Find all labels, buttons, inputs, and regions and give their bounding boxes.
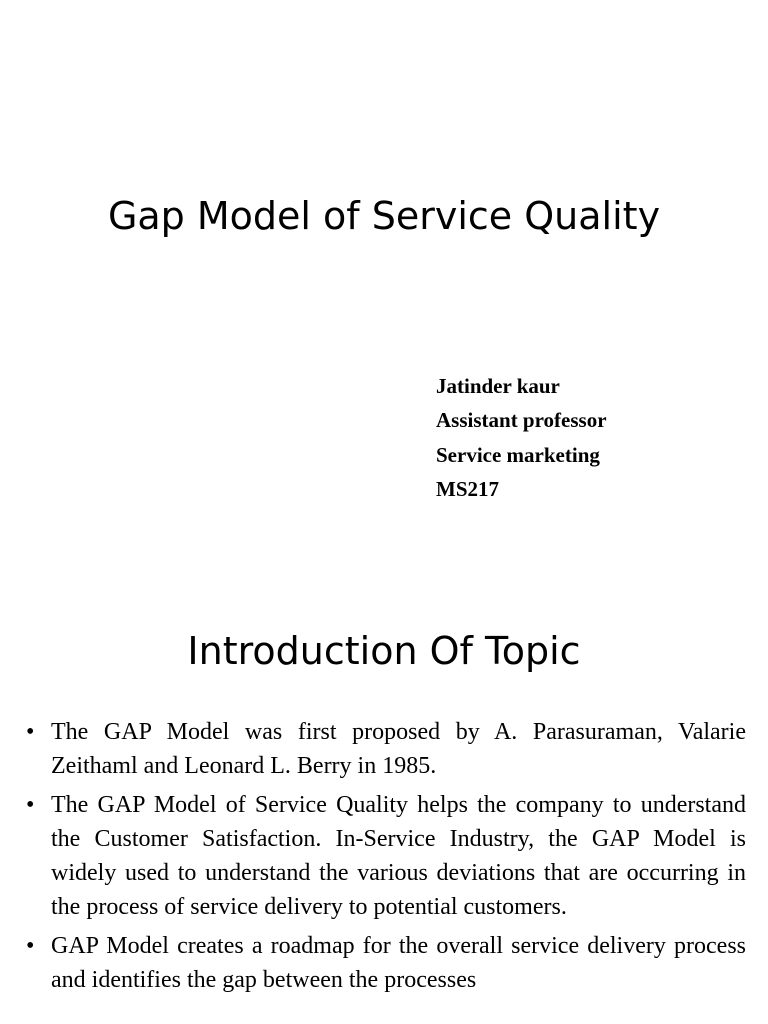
course-subject: Service marketing bbox=[436, 442, 600, 467]
slide-title: Gap Model of Service Quality bbox=[107, 194, 661, 238]
list-item bbox=[26, 715, 746, 783]
course-code: MS217 bbox=[436, 476, 499, 501]
bullet-icon: • bbox=[26, 792, 35, 818]
bullet-text: GAP Model creates a roadmap for the overall service delivery process and identifies the gap between the processes bbox=[51, 933, 746, 993]
author-name: Jatinder kaur bbox=[436, 374, 560, 398]
author-role: Assistant professor bbox=[436, 408, 607, 433]
list-item bbox=[26, 788, 746, 924]
author-info bbox=[436, 369, 607, 506]
bullet-icon: • bbox=[26, 933, 35, 959]
bullet-list bbox=[26, 715, 746, 1002]
list-item bbox=[26, 929, 746, 997]
slide-title: Introduction Of Topic bbox=[187, 629, 581, 673]
bullet-icon: • bbox=[26, 719, 35, 745]
bullet-text: The GAP Model of Service Quality helps the company to understand the Customer Satisfaction. In-Service Industry, the GAP Model is widely used to understand the various deviations that are occurring in the process of service delivery to potential customers. bbox=[51, 792, 746, 920]
intro-slide bbox=[0, 576, 768, 1024]
bullet-text: The GAP Model was first proposed by A. Parasuraman, Valarie Zeithaml and Leonard L. Berry in 1985. bbox=[51, 719, 746, 779]
